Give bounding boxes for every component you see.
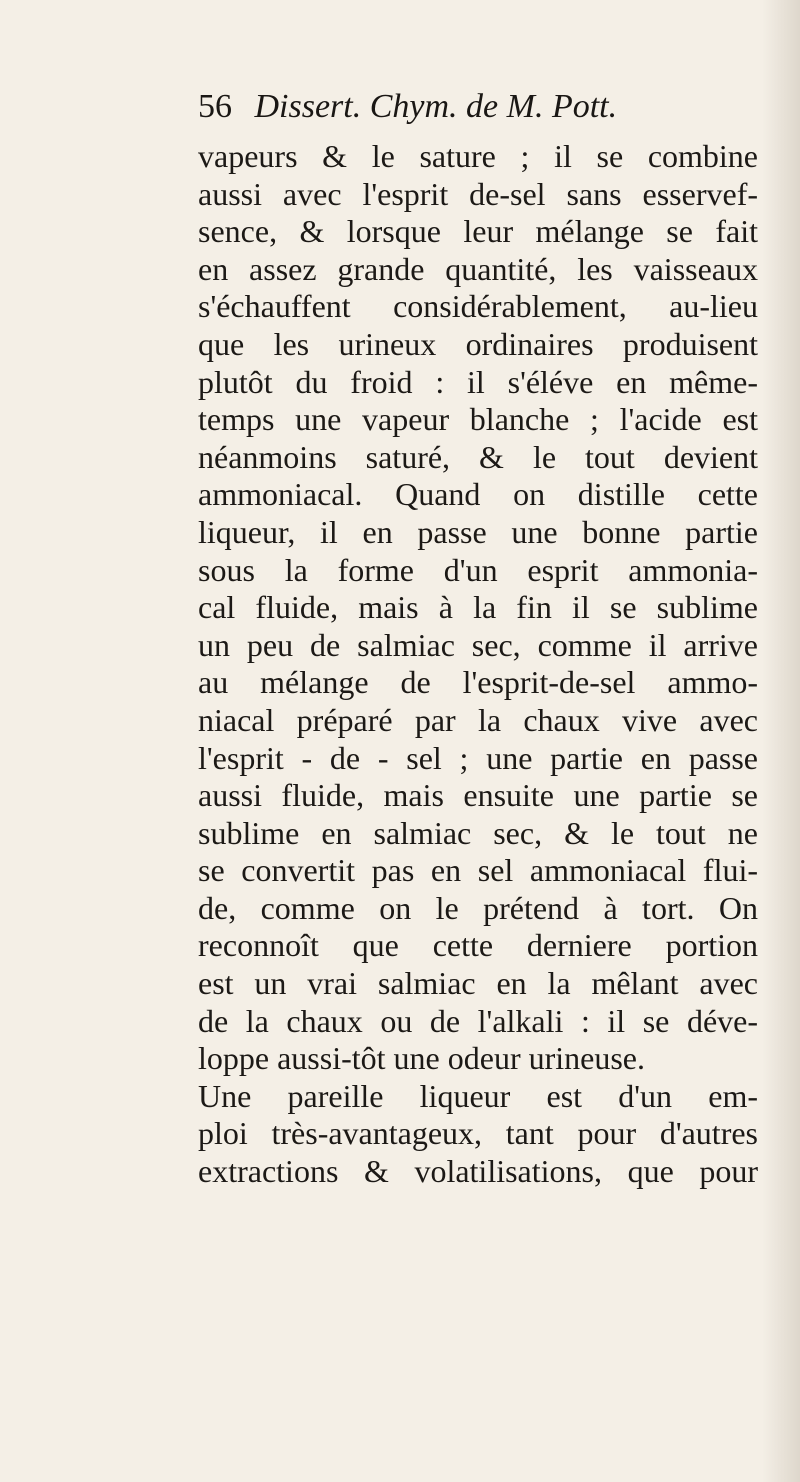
text-line: sous la forme d'un esprit ammonia- xyxy=(198,551,758,588)
text-line: temps une vapeur blanche ; l'acide est xyxy=(198,401,758,438)
text-line: que les urineux ordinaires produisent xyxy=(198,325,758,362)
text-line: extractions & volatilisations, que pour xyxy=(198,1153,758,1190)
text-line: ammoniacal. Quand on distille cette xyxy=(198,476,758,513)
text-line: au mélange de l'esprit-de-sel ammo- xyxy=(198,664,758,701)
text-line: un peu de salmiac sec, comme il arrive xyxy=(198,626,758,663)
text-line: loppe aussi-tôt une odeur urineuse. xyxy=(198,1040,645,1077)
page-number: 56 xyxy=(198,88,232,125)
page-header xyxy=(198,88,758,138)
text-line: sence, & lorsque leur mélange se fait xyxy=(198,213,758,250)
page-edge-shadow xyxy=(762,0,800,1482)
text-line: sublime en salmiac sec, & le tout ne xyxy=(198,814,758,851)
text-line: liqueur, il en passe une bonne partie xyxy=(198,513,758,550)
text-line: aussi avec l'esprit de-sel sans esservef- xyxy=(198,175,758,212)
text-line: plutôt du froid : il s'éléve en même- xyxy=(198,363,758,400)
text-line: est un vrai salmiac en la mêlant avec xyxy=(198,965,758,1002)
text-line: de, comme on le prétend à tort. On xyxy=(198,889,758,926)
text-line: niacal préparé par la chaux vive avec xyxy=(198,701,758,738)
text-line: de la chaux ou de l'alkali : il se déve- xyxy=(198,1002,758,1039)
running-title: Dissert. Chym. de M. Pott. xyxy=(254,88,618,125)
text-line: néanmoins saturé, & le tout devient xyxy=(198,438,758,475)
text-line: vapeurs & le sature ; il se combine xyxy=(198,138,758,174)
text-line: s'échauffent considérablement, au-lieu xyxy=(198,288,758,325)
text-line: aussi fluide, mais ensuite une partie se xyxy=(198,777,758,814)
text-line: l'esprit - de - sel ; une partie en passe xyxy=(198,739,758,776)
text-line: se convertit pas en sel ammoniacal flui- xyxy=(198,852,758,889)
text-line: en assez grande quantité, les vaisseaux xyxy=(198,250,758,287)
body-text xyxy=(198,138,758,1191)
text-line: Une pareille liqueur est d'un em- xyxy=(198,1077,758,1114)
text-line: cal fluide, mais à la fin il se sublime xyxy=(198,589,758,626)
text-line: ploi très-avantageux, tant pour d'autres xyxy=(198,1115,758,1152)
text-line: reconnoît que cette derniere portion xyxy=(198,927,758,964)
